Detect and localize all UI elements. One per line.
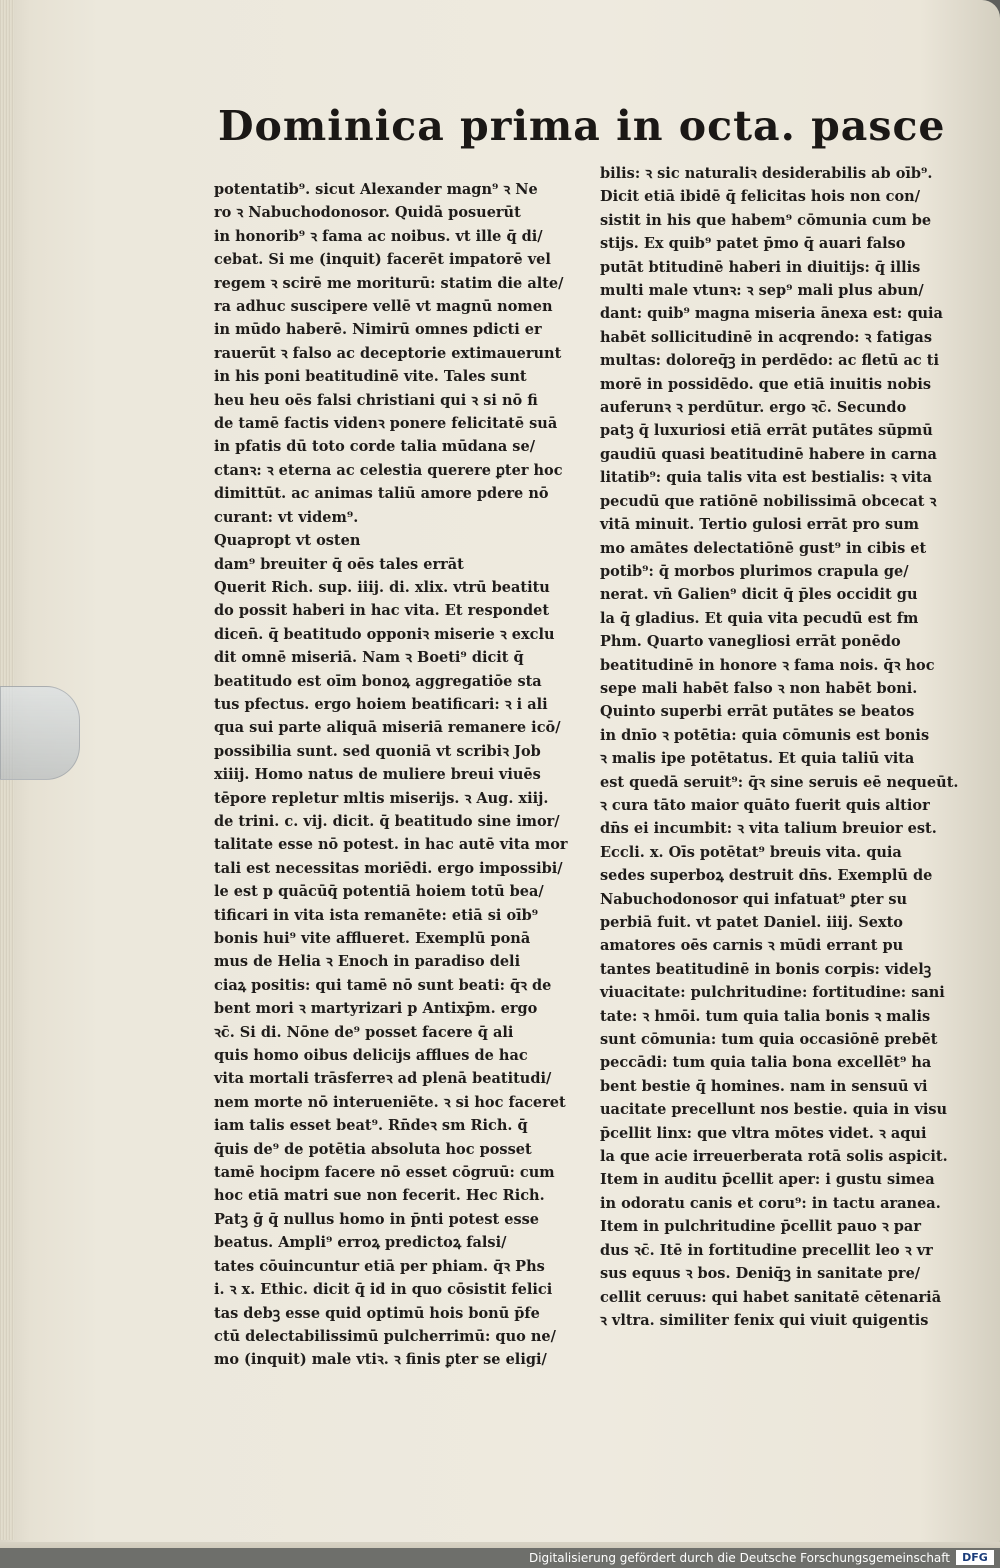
text-line: tates cōuincuntur etiā per phiam. q̄ꝛ Phs xyxy=(214,1257,545,1275)
text-line: tas debꝫ esse quid optimū hois bonū p̄fe xyxy=(214,1304,540,1322)
text-line: Nabuchodonosor qui infatuat⁹ ꝑter su xyxy=(600,890,908,908)
text-line: rauerūt ꝛ falso ac deceptorie extimauerunt xyxy=(214,344,562,362)
text-line: bent mori ꝛ martyrizari p Antixp̄m. ergo xyxy=(214,1000,538,1018)
text-line: qua sui parte aliquā miseriā remanere icō/ xyxy=(214,719,561,737)
text-line: in his poni beatitudinē vite. Tales sunt xyxy=(214,368,527,386)
text-line: beatus. Ampli⁹ erroꝝ predictoꝝ falsi/ xyxy=(214,1234,507,1252)
text-line: nerat. vn̄ Galien⁹ dicit q̄ p̄les occidit gu xyxy=(600,586,918,604)
text-line: sunt cōmunia: tum quia occasiōnē prebēt xyxy=(600,1031,938,1049)
text-line: tali est necessitas moriēdi. ergo impossibi/ xyxy=(214,859,563,877)
text-line: perbiā fuit. vt patet Daniel. iiij. Sexto xyxy=(600,914,903,931)
text-line: viuacitate: pulchritudine: fortitudine: sani xyxy=(600,984,945,1002)
text-line: dn̄s ei incumbit: ꝛ vita talium breuior est. xyxy=(600,820,937,838)
text-line: de trini. c. vij. dicit. q̄ beatitudo sine imor/ xyxy=(214,812,560,830)
text-line: Querit Rich. sup. iiij. di. xlix. vtrū beatitu xyxy=(214,578,550,596)
text-line: in honorib⁹ ꝛ fama ac noibus. vt ille q̄ di/ xyxy=(214,227,543,245)
text-line: patꝫ q̄ luxuriosi etiā errāt putātes sūpmū xyxy=(600,422,933,440)
text-line: ciaꝝ positis: qui tamē nō sunt beati: q̄ꝛ de xyxy=(214,976,552,994)
text-line: sistit in his que habem⁹ cōmunia cum be xyxy=(600,211,932,229)
text-line: Quinto superbi errāt putātes se beatos xyxy=(600,703,915,721)
text-line: ꝛ malis ipe potētatus. Et quia taliū vita xyxy=(600,750,915,768)
text-line: nem morte nō interueniēte. ꝛ si hoc faceret xyxy=(214,1093,566,1111)
text-line: do possit haberi in hac vita. Et respondet xyxy=(214,602,550,620)
text-line: sus equus ꝛ bos. Deniq̄ꝫ in sanitate pre/ xyxy=(600,1265,921,1283)
text-line: regem ꝛ scirē me moriturū: statim die alte/ xyxy=(214,274,564,292)
text-line: Patꝫ ḡ q̄ nullus homo in p̄nti potest esse xyxy=(214,1210,540,1228)
text-line: q̄uis de⁹ de potētia absoluta hoc posset xyxy=(214,1140,532,1158)
text-line: dant: quib⁹ magna miseria ānexa est: quia xyxy=(600,305,943,323)
text-line: Item in auditu p̄cellit aper: i gustu simea xyxy=(600,1171,935,1189)
text-line: in odoratu canis et coru⁹: in tactu aranea. xyxy=(600,1194,941,1212)
text-line: le est p quācūq̄ potentiā hoiem totū bea/ xyxy=(214,883,544,901)
text-line: ctū delectabilissimū pulcherrimū: quo ne/ xyxy=(214,1327,556,1345)
text-line: putāt btitudinē haberi in diuitijs: q̄ illis xyxy=(600,258,921,276)
text-line: amatores oēs carnis ꝛ mūdi errant pu xyxy=(600,937,904,955)
funding-credit: Digitalisierung gefördert durch die Deutsche Forschungsgemeinschaft xyxy=(528,1551,950,1565)
text-line: ꝛc̄. Si di. Nōne de⁹ posset facere q̄ ali xyxy=(214,1023,514,1041)
text-line: la q̄ gladius. Et quia vita pecudū est fm xyxy=(600,609,919,627)
text-line: stijs. Ex quib⁹ patet p̄mo q̄ auari falso xyxy=(600,235,906,253)
text-line: ro ꝛ Nabuchodonosor. Quidā posuerūt xyxy=(214,204,521,222)
text-line: in pfatis dū toto corde talia mūdana se/ xyxy=(214,438,535,456)
text-line: cebat. Si me (inquit) facerēt impatorē vel xyxy=(214,251,551,269)
text-line: Dicit etiā ibidē q̄ felicitas hois non con/ xyxy=(600,188,920,206)
text-line: gaudiū quasi beatitudinē habere in carna xyxy=(600,445,937,463)
text-line: cellit ceruus: qui habet sanitatē cētenariā xyxy=(600,1288,942,1306)
text-line: la que acie irreuerberata rotā solis aspicit. xyxy=(600,1148,948,1166)
text-line: dus ꝛc̄. Itē in fortitudine precellit leo ꝛ vr xyxy=(600,1241,933,1259)
text-line: litatib⁹: quia talis vita est bestialis: ꝛ vita xyxy=(600,469,933,487)
text-line: dam⁹ breuiter q̄ oēs tales errāt xyxy=(214,555,464,573)
text-line: est quedā seruit⁹: q̄ꝛ sine seruis eē nequeūt. xyxy=(600,773,959,791)
text-line: dit omnē miseriā. Nam ꝛ Boeti⁹ dicit q̄ xyxy=(214,649,524,667)
left-text-column xyxy=(214,178,592,1369)
text-line: Eccli. x. Oīs potētat⁹ breuis vita. quia xyxy=(600,843,902,861)
text-line: bilis: ꝛ sic naturaliꝛ desiderabilis ab oīb⁹. xyxy=(600,165,933,182)
text-line: multas: doloreq̄ꝫ in perdēdo: ac fletū ac ti xyxy=(600,352,939,370)
text-line: dimittūt. ac animas taliū amore pdere nō xyxy=(214,485,549,503)
text-line: tamē hocipm facere nō esset cōgruū: cum xyxy=(214,1164,555,1182)
text-line: ra adhuc suscipere vellē vt magnū nomen xyxy=(214,298,553,316)
right-text-column xyxy=(600,162,960,1329)
text-line: auferunꝛ ꝛ perdūtur. ergo ꝛc̄. Secundo xyxy=(600,399,907,417)
text-line: talitate esse nō potest. in hac autē vita mor xyxy=(214,836,568,854)
text-line: p̄cellit linx: que vltra mōtes videt. ꝛ aqui xyxy=(600,1124,927,1142)
text-line: tēpore repletur mltis miserijs. ꝛ Aug. xiij. xyxy=(214,789,549,807)
text-line: potib⁹: q̄ morbos plurimos crapula ge/ xyxy=(600,562,909,580)
text-line: mo amātes delectatiōnē gust⁹ in cibis et xyxy=(600,539,927,557)
text-line: possibilia sunt. sed quoniā vt scribiꝛ Job xyxy=(214,742,541,760)
dfg-logo: DFG xyxy=(956,1550,994,1565)
text-line: habēt sollicitudinē in acqrendo: ꝛ fatigas xyxy=(600,328,932,346)
text-line: heu heu oēs falsi christiani qui ꝛ si nō fi xyxy=(214,391,538,409)
text-line: dicen̄. q̄ beatitudo opponiꝛ miserie ꝛ exclu xyxy=(214,625,555,643)
text-line: hoc etiā matri sue non fecerit. Hec Rich. xyxy=(214,1187,545,1205)
text-line: beatitudinē in honore ꝛ fama nois. q̄ꝛ hoc xyxy=(600,656,935,674)
text-line: curant: vt videm⁹. xyxy=(214,508,359,526)
page-clip xyxy=(0,686,80,780)
text-line: sedes superboꝝ destruit dn̄s. Exemplū de xyxy=(600,867,933,885)
text-line: ꝛ cura tāto maior quāto fuerit quis altior xyxy=(600,796,930,814)
text-line: mo (inquit) male vtiꝛ. ꝛ finis ꝑter se eligi/ xyxy=(214,1351,547,1369)
text-line: bent bestie q̄ homines. nam in sensuū vi xyxy=(600,1077,928,1095)
text-line: tate: ꝛ hmōi. tum quia talia bonis ꝛ malis xyxy=(600,1007,931,1025)
text-line: tificari in vita ista remanēte: etiā si oīb⁹ xyxy=(214,906,539,924)
text-line: i. ꝛ x. Ethic. dicit q̄ id in quo cōsistit felici xyxy=(214,1281,553,1299)
text-line: quis homo oibus delicijs afflues de hac xyxy=(214,1047,528,1065)
text-line: multi male vtunꝛ: ꝛ sep⁹ mali plus abun/ xyxy=(600,282,924,300)
text-line: ꝛ vltra. similiter fenix qui viuit quigentis xyxy=(600,1311,929,1329)
text-line: uacitate precellunt nos bestie. quia in visu xyxy=(600,1101,948,1119)
text-line: iam talis esset beat⁹. Rn̄deꝛ sm Rich. q̄ xyxy=(214,1117,528,1135)
text-line: morē in possidēdo. que etiā inuitis nobis xyxy=(600,375,932,393)
text-line: beatitudo est oīm bonoꝝ aggregatiōe sta xyxy=(214,672,542,690)
text-line: ctanꝛ: ꝛ eterna ac celestia querere ꝑter hoc xyxy=(214,461,563,479)
text-line: tus pfectus. ergo hoiem beatificari: ꝛ i ali xyxy=(214,695,548,713)
text-line: tantes beatitudinē in bonis corpis: videlꝫ xyxy=(600,960,932,978)
text-line: Item in pulchritudine p̄cellit pauo ꝛ par xyxy=(600,1218,921,1236)
text-line: bonis hui⁹ vite afflueret. Exemplū ponā xyxy=(214,930,531,947)
page-headline: Dominica prima in octa. pasce xyxy=(218,102,946,150)
text-line: de tamē factis videnꝛ ponere felicitatē suā xyxy=(214,415,558,433)
text-line: pecudū que ratiōnē nobilissimā obcecat ꝛ xyxy=(600,492,937,510)
text-line: peccādi: tum quia talia bona excellēt⁹ ha xyxy=(600,1054,932,1072)
text-line: Quapropt vt osten xyxy=(214,532,361,550)
text-line: vitā minuit. Tertio gulosi errāt pro sum xyxy=(600,516,919,534)
text-line: in mūdo haberē. Nimirū omnes pdicti er xyxy=(214,321,542,339)
text-line: mus de Helia ꝛ Enoch in paradiso deli xyxy=(214,953,521,971)
text-line: potentatib⁹. sicut Alexander magn⁹ ꝛ Ne xyxy=(214,181,538,198)
text-line: in dnīo ꝛ potētia: quia cōmunis est bonis xyxy=(600,726,930,744)
text-line: xiiij. Homo natus de muliere breui viuēs xyxy=(214,766,541,784)
text-line: Phm. Quarto vanegliosi errāt ponēdo xyxy=(600,633,901,651)
text-line: sepe mali habēt falso ꝛ non habēt boni. xyxy=(600,679,918,697)
text-line: vita mortali trāsferreꝛ ad plenā beatitudi/ xyxy=(214,1070,552,1088)
